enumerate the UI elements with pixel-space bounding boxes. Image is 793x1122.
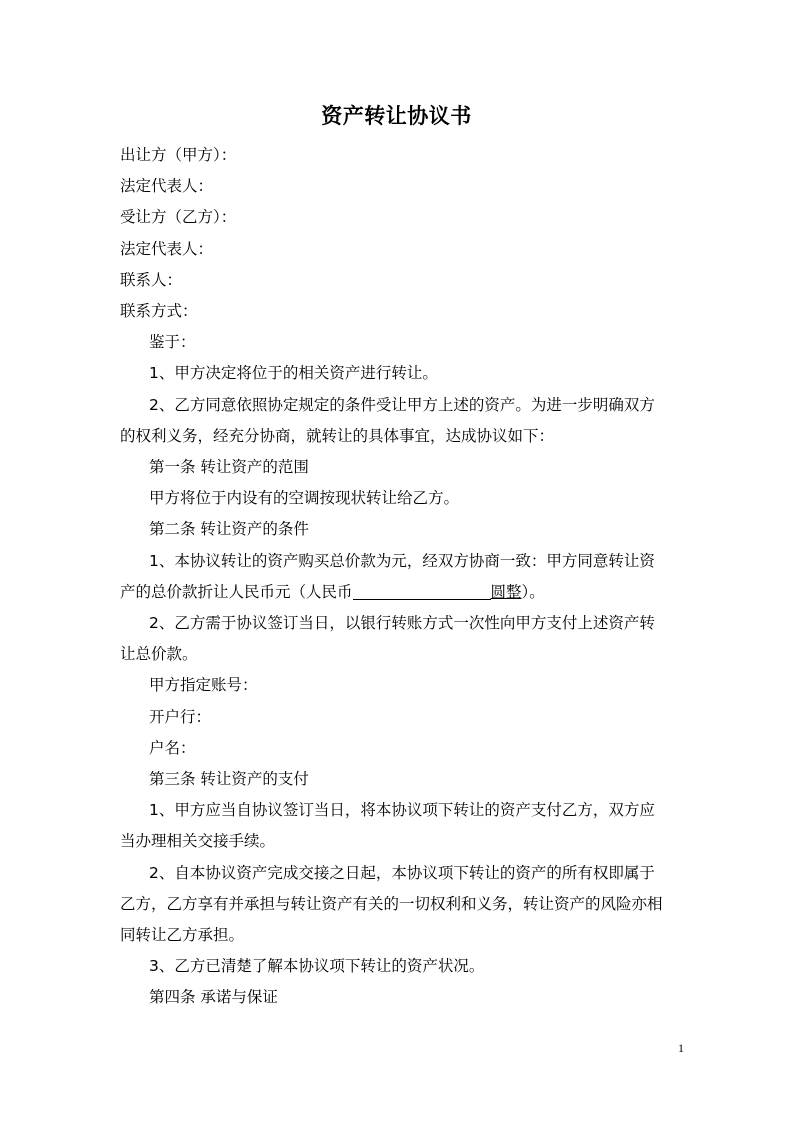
article-1-text: 甲方将位于内设有的空调按现状转让给乙方。 [149,489,460,508]
price-unit: 圆整 [490,582,522,601]
document-title: 资产转让协议书 [321,104,472,128]
article-2-item-1-line-1: 1、本协议转让的资产购买总价款为元，经双方协商一致：甲方同意转让资 [149,551,655,570]
bank-line: 开户行： [149,707,212,726]
whereas-item-2-line-2: 的权利义务，经充分协商，就转让的具体事宜，达成协议如下： [120,426,555,445]
seller-line: 出让方（甲方）： [120,146,237,164]
article-3-item-3: 3、乙方已清楚了解本协议项下转让的资产状况。 [149,957,485,976]
seller-representative-line: 法定代表人： [120,177,214,196]
price-amount-blank[interactable] [353,581,491,600]
contact-person-line: 联系人： [120,270,183,289]
buyer-line: 受让方（乙方）： [120,208,237,227]
price-text-suffix: ）。 [521,582,545,601]
article-1-heading: 第一条 转让资产的范围 [149,458,309,477]
buyer-representative-line: 法定代表人： [120,239,214,258]
whereas-line: 鉴于： [149,333,196,352]
article-2-item-1-line-2 [120,577,680,608]
whereas-item-2-line-1: 2、乙方同意依照协定规定的条件受让甲方上述的资产。为进一步明确双方 [149,395,655,414]
article-2-item-2-line-1: 2、乙方需于协议签订当日，以银行转账方式一次性向甲方支付上述资产转 [149,614,655,633]
article-3-item-2-line-3: 同转让乙方承担。 [120,926,245,945]
whereas-item-1: 1、甲方决定将位于的相关资产进行转让。 [149,364,438,383]
article-2-heading: 第二条 转让资产的条件 [149,520,309,539]
article-4-heading: 第四条 承诺与保证 [149,988,278,1007]
article-3-item-2-line-2: 乙方，乙方享有并承担与转让资产有关的一切权利和义务，转让资产的风险亦相 [120,894,663,913]
price-text-prefix: 产的总价款折让人民币元（人民币 [120,582,353,601]
contact-info-line: 联系方式： [120,302,198,321]
document-body [120,140,680,1014]
page-number: 1 [678,1041,684,1055]
article-3-item-1-line-2: 当办理相关交接手续。 [120,832,276,851]
account-name-line: 户名： [149,738,196,757]
article-3-item-2-line-1: 2、自本协议资产完成交接之日起，本协议项下转让的资产的所有权即属于 [149,863,655,882]
article-3-heading: 第三条 转让资产的支付 [149,770,309,789]
article-3-item-1-line-1: 1、甲方应当自协议签订当日，将本协议项下转让的资产支付乙方，双方应 [149,801,655,820]
article-2-item-2-line-2: 让总价款。 [120,645,198,664]
designated-account-line: 甲方指定账号： [149,676,258,695]
